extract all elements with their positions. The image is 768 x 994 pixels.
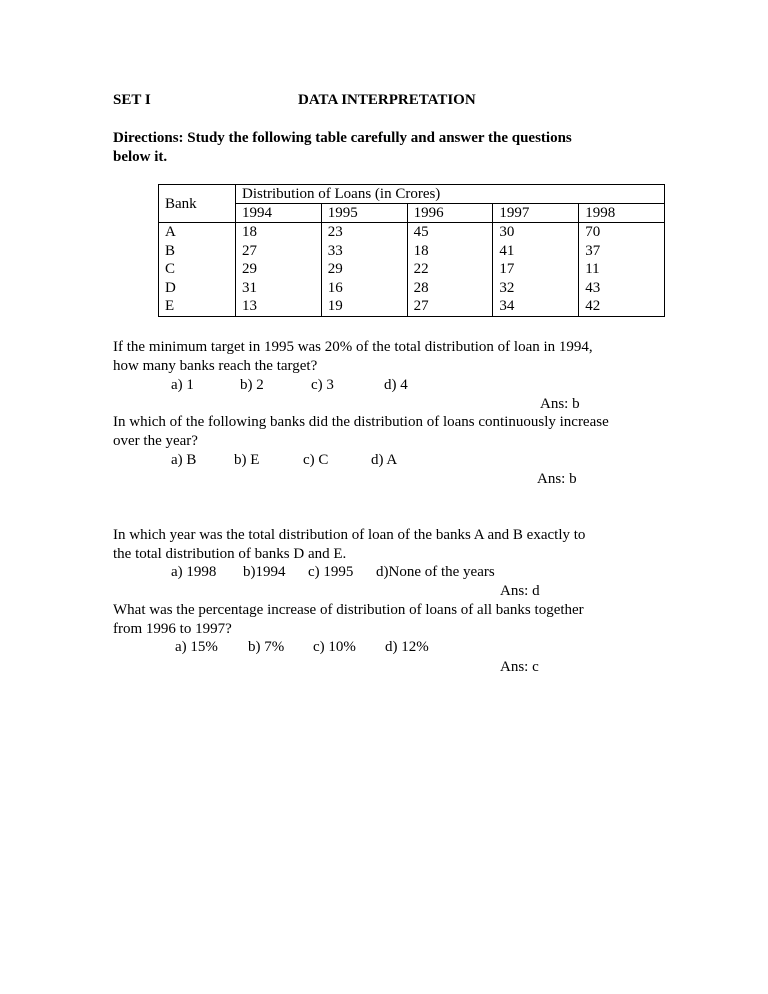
question-2-line-2: over the year? — [113, 433, 198, 449]
table-cell: 43 — [585, 279, 601, 296]
table-cell: 18 — [242, 224, 257, 240]
table-cell: 28 — [413, 279, 429, 296]
question-1-option-d: d) 4 — [384, 377, 408, 393]
table-cell: 27 — [413, 298, 429, 314]
bank-label: D — [165, 279, 176, 296]
table-cell: 37 — [585, 242, 601, 259]
question-3-line-2: the total distribution of banks D and E. — [113, 546, 347, 562]
year-header: 1994 — [236, 204, 322, 223]
question-3-line-1: In which year was the total distribution of loan of the banks A and B exactly to — [113, 527, 586, 543]
question-2-answer: Ans: b — [537, 471, 577, 487]
table-cell: 29 — [242, 261, 257, 277]
table-cell: 27 — [242, 242, 257, 259]
question-4-option-b: b) 7% — [248, 639, 285, 655]
year-column-1994 — [236, 223, 322, 317]
question-3-answer: Ans: d — [500, 583, 540, 599]
loans-table — [158, 184, 665, 317]
page-title: DATA INTERPRETATION — [298, 92, 476, 108]
table-cell: 11 — [585, 261, 600, 277]
bank-label: B — [165, 242, 176, 259]
question-3-option-a: a) 1998 — [171, 564, 217, 580]
question-1-answer: Ans: b — [540, 396, 580, 412]
table-cell: 45 — [413, 224, 429, 240]
question-1-option-b: b) 2 — [240, 377, 264, 393]
year-header: 1998 — [579, 204, 665, 223]
table-cell: 70 — [585, 224, 601, 240]
table-cell: 22 — [413, 261, 429, 277]
question-3-option-b: b)1994 — [243, 564, 286, 580]
question-2-line-1: In which of the following banks did the distribution of loans continuously increase — [113, 414, 609, 430]
year-header: 1997 — [493, 204, 579, 223]
year-header: 1995 — [321, 204, 407, 223]
question-1-line-2: how many banks reach the target? — [113, 358, 318, 374]
question-4-option-a: a) 15% — [175, 639, 218, 655]
table-cell: 16 — [327, 279, 343, 296]
bank-label: C — [165, 261, 176, 277]
table-cell: 30 — [499, 224, 515, 240]
question-4-option-d: d) 12% — [385, 639, 429, 655]
question-4-option-c: c) 10% — [313, 639, 356, 655]
table-cell: 17 — [499, 261, 515, 277]
year-column-1995 — [321, 223, 407, 317]
set-label: SET I — [113, 92, 151, 108]
table-cell: 29 — [327, 261, 343, 277]
table-cell: 19 — [327, 298, 343, 314]
year-column-1997 — [493, 223, 579, 317]
directions-line-1: Directions: Study the following table carefully and answer the questions — [113, 130, 572, 146]
question-3-option-c: c) 1995 — [308, 564, 354, 580]
table-cell: 32 — [499, 279, 515, 296]
table-cell: 42 — [585, 298, 601, 314]
bank-header: Bank — [159, 185, 236, 223]
table-cell: 31 — [242, 279, 257, 296]
question-1-line-1: If the minimum target in 1995 was 20% of the total distribution of loan in 1994, — [113, 339, 593, 355]
table-cell: 33 — [327, 242, 343, 259]
table-cell: 13 — [242, 298, 257, 314]
table-cell: 34 — [499, 298, 515, 314]
question-4-answer: Ans: c — [500, 659, 539, 675]
question-1-option-a: a) 1 — [171, 377, 194, 393]
question-4-line-2: from 1996 to 1997? — [113, 621, 232, 637]
question-3-option-d: d)None of the years — [376, 564, 495, 580]
directions-line-2: below it. — [113, 149, 168, 165]
bank-column — [159, 223, 236, 317]
table-cell: 41 — [499, 242, 515, 259]
bank-label: A — [165, 224, 176, 240]
question-4-line-1: What was the percentage increase of distribution of loans of all banks together — [113, 602, 584, 618]
question-2-option-b: b) E — [234, 452, 260, 468]
question-2-option-c: c) C — [303, 452, 329, 468]
question-1-option-c: c) 3 — [311, 377, 334, 393]
bank-label: E — [165, 298, 175, 314]
year-column-1998 — [579, 223, 665, 317]
table-cell: 23 — [327, 224, 343, 240]
distribution-header: Distribution of Loans (in Crores) — [236, 185, 665, 204]
question-2-option-a: a) B — [171, 452, 197, 468]
question-2-option-d: d) A — [371, 452, 398, 468]
year-column-1996 — [407, 223, 493, 317]
table-cell: 18 — [413, 242, 429, 259]
year-header: 1996 — [407, 204, 493, 223]
